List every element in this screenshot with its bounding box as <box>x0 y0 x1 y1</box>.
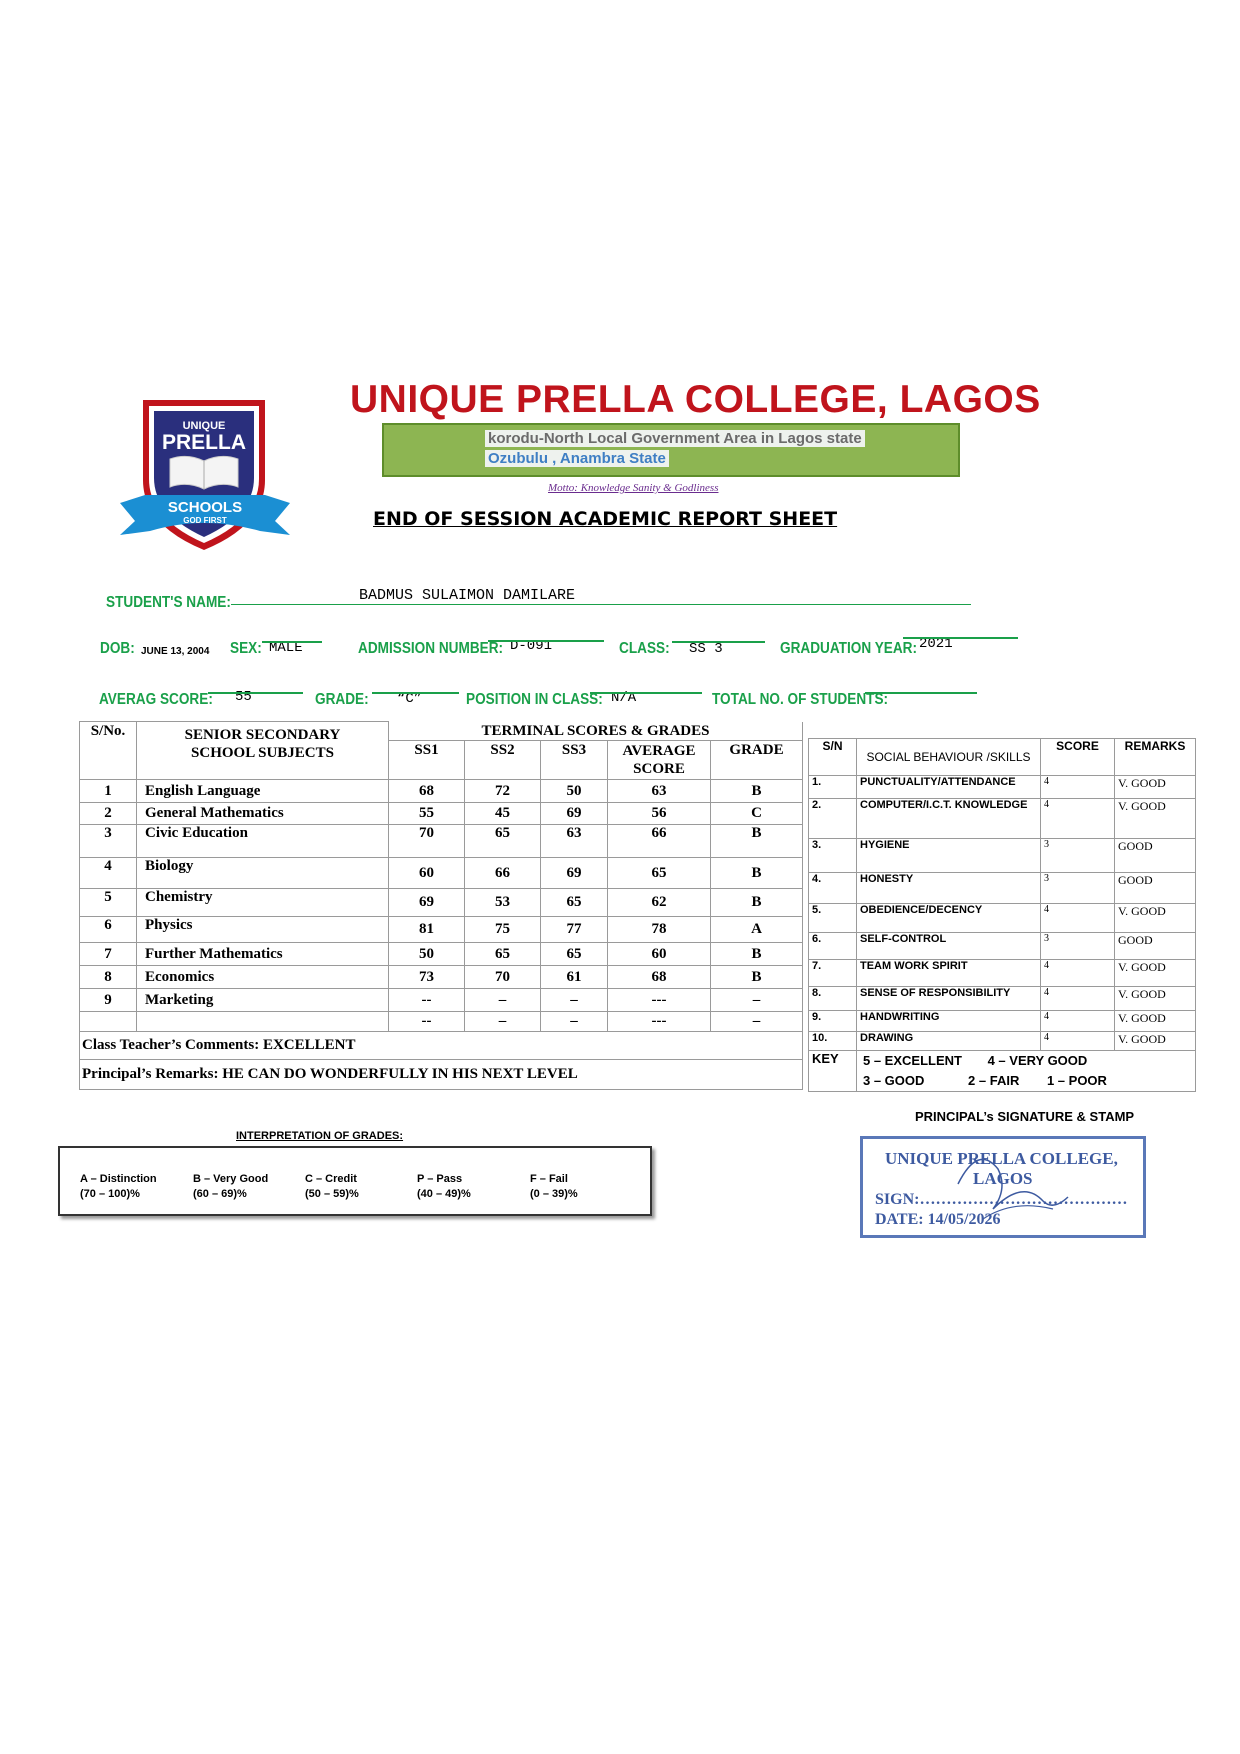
cell-subject: Marketing <box>137 989 389 1012</box>
grade-value: “C” <box>397 691 423 707</box>
key-excellent: 5 – EXCELLENT <box>863 1053 962 1068</box>
cell-ss3: 65 <box>541 889 608 917</box>
table-row <box>80 803 803 825</box>
class-label: CLASS: <box>619 640 670 657</box>
table-row <box>80 917 803 943</box>
beh-score: 4 <box>1041 776 1115 799</box>
cell-subject: Economics <box>137 966 389 989</box>
beh-sn: 7. <box>809 960 857 987</box>
grade-p-interp: P – Pass (40 – 49)% <box>417 1173 471 1200</box>
cell-subject: Chemistry <box>137 889 389 917</box>
student-name-label: STUDENT'S NAME: <box>106 594 231 611</box>
cell-ss2: 66 <box>465 858 541 889</box>
table-row <box>80 825 803 858</box>
col-header-average: AVERAGE SCORE <box>608 741 711 780</box>
class-underline <box>672 641 765 643</box>
cell-ss3: 69 <box>541 803 608 825</box>
cell-ss2: 65 <box>465 825 541 858</box>
cell-ss2: 45 <box>465 803 541 825</box>
total-students-underline <box>865 692 977 694</box>
svg-text:GOD FIRST: GOD FIRST <box>183 516 227 525</box>
sex-value: MALE <box>269 640 303 656</box>
cell-grade: B <box>711 858 803 889</box>
grade-underline <box>372 692 459 694</box>
beh-header-sn: S/N <box>809 739 857 776</box>
cell-sn: 7 <box>80 943 137 966</box>
name-underline <box>231 604 971 605</box>
key-fair: 2 – FAIR <box>968 1073 1020 1088</box>
cell-average: --- <box>608 989 711 1012</box>
grade-b-interp: B – Very Good (60 – 69)% <box>193 1173 269 1200</box>
cell-ss3: 65 <box>541 943 608 966</box>
school-name: UNIQUE PRELLA COLLEGE, LAGOS <box>350 378 1041 421</box>
cell-ss2: 72 <box>465 780 541 803</box>
cell-grade: B <box>711 966 803 989</box>
cell-average: 78 <box>608 917 711 943</box>
beh-sn: 8. <box>809 987 857 1011</box>
cell-ss1: 60 <box>389 858 465 889</box>
cell-ss3: – <box>541 1012 608 1032</box>
dob-label: DOB: <box>100 640 135 657</box>
beh-skill: SENSE OF RESPONSIBILITY <box>857 987 1041 1011</box>
cell-ss1: 70 <box>389 825 465 858</box>
col-header-ss2: SS2 <box>465 741 541 780</box>
cell-grade: B <box>711 825 803 858</box>
behaviour-row <box>809 1011 1196 1032</box>
table-row <box>80 943 803 966</box>
cell-grade: – <box>711 1012 803 1032</box>
key-label: KEY <box>809 1051 857 1092</box>
beh-remark: GOOD <box>1115 839 1196 873</box>
beh-skill: COMPUTER/I.C.T. KNOWLEDGE <box>857 799 1041 839</box>
beh-score: 4 <box>1041 799 1115 839</box>
table-row <box>80 780 803 803</box>
col-header-sn: S/No. <box>80 722 137 780</box>
beh-score: 4 <box>1041 1011 1115 1032</box>
cell-ss2: – <box>465 989 541 1012</box>
table-row <box>80 889 803 917</box>
cell-ss3: 61 <box>541 966 608 989</box>
cell-ss1: -- <box>389 989 465 1012</box>
cell-sn: 9 <box>80 989 137 1012</box>
admission-value: D-091 <box>510 638 553 654</box>
cell-average: 62 <box>608 889 711 917</box>
cell-subject: Civic Education <box>137 825 389 858</box>
svg-text:UNIQUE: UNIQUE <box>182 420 226 432</box>
interpretation-title: INTERPRETATION OF GRADES: <box>236 1130 404 1142</box>
grade-a-interp: A – Distinction (70 – 100)% <box>80 1173 157 1200</box>
beh-skill: SELF-CONTROL <box>857 933 1041 960</box>
sex-underline <box>262 641 322 643</box>
dob-value: JUNE 13, 2004 <box>141 646 210 657</box>
beh-sn: 4. <box>809 873 857 904</box>
cell-grade: – <box>711 989 803 1012</box>
school-logo <box>115 395 295 555</box>
cell-ss1: 50 <box>389 943 465 966</box>
cell-sn: 4 <box>80 858 137 889</box>
cell-grade: B <box>711 780 803 803</box>
cell-average: 60 <box>608 943 711 966</box>
principal-stamp <box>860 1136 1146 1238</box>
beh-skill: PUNCTUALITY/ATTENDANCE <box>857 776 1041 799</box>
cell-ss2: – <box>465 1012 541 1032</box>
col-header-ss1: SS1 <box>389 741 465 780</box>
cell-average: 56 <box>608 803 711 825</box>
beh-score: 4 <box>1041 1032 1115 1051</box>
cell-sn: 2 <box>80 803 137 825</box>
beh-sn: 1. <box>809 776 857 799</box>
col-header-subjects: SENIOR SECONDARY SCHOOL SUBJECTS <box>137 722 389 780</box>
cell-subject: General Mathematics <box>137 803 389 825</box>
stamp-date: DATE: 14/05/2026 <box>875 1211 1001 1228</box>
average-value: 55 <box>235 689 252 705</box>
cell-ss3: 77 <box>541 917 608 943</box>
teacher-comment: Class Teacher’s Comments: EXCELLENT <box>80 1032 803 1060</box>
cell-subject: Further Mathematics <box>137 943 389 966</box>
beh-remark: GOOD <box>1115 933 1196 960</box>
cell-ss3: 63 <box>541 825 608 858</box>
beh-remark: V. GOOD <box>1115 776 1196 799</box>
stamp-school-name: UNIQUE PRELLA COLLEGE, <box>885 1149 1118 1168</box>
beh-score: 3 <box>1041 873 1115 904</box>
grade-f-interp: F – Fail (0 – 39)% <box>530 1173 578 1200</box>
behaviour-row <box>809 904 1196 933</box>
key-legend <box>857 1051 1196 1092</box>
total-students-label: TOTAL NO. OF STUDENTS: <box>712 691 889 708</box>
beh-sn: 2. <box>809 799 857 839</box>
cell-ss1: 68 <box>389 780 465 803</box>
behaviour-row <box>809 873 1196 904</box>
table-row <box>80 1012 803 1032</box>
behaviour-table <box>808 738 1196 1092</box>
behaviour-row <box>809 960 1196 987</box>
cell-sn: 5 <box>80 889 137 917</box>
stamp-sign-line: SIGN:………………………………… <box>875 1191 1128 1208</box>
cell-subject <box>137 1012 389 1032</box>
col-header-ss3: SS3 <box>541 741 608 780</box>
average-underline <box>208 692 303 694</box>
position-underline <box>590 692 702 694</box>
beh-remark: V. GOOD <box>1115 987 1196 1011</box>
table-row <box>80 858 803 889</box>
cell-ss1: 55 <box>389 803 465 825</box>
beh-header-skill: SOCIAL BEHAVIOUR /SKILLS <box>857 739 1041 776</box>
cell-ss1: 81 <box>389 917 465 943</box>
cell-sn: 1 <box>80 780 137 803</box>
address-line-2: Ozubulu , Anambra State <box>485 450 669 467</box>
beh-skill: HANDWRITING <box>857 1011 1041 1032</box>
beh-skill: HONESTY <box>857 873 1041 904</box>
cell-grade: C <box>711 803 803 825</box>
principal-signature <box>953 1139 1073 1231</box>
grade-label: GRADE: <box>315 691 369 708</box>
beh-sn: 9. <box>809 1011 857 1032</box>
beh-header-remarks: REMARKS <box>1115 739 1196 776</box>
beh-score: 4 <box>1041 960 1115 987</box>
principal-remark: Principal’s Remarks: HE CAN DO WONDERFULLY IN HIS NEXT LEVEL <box>80 1060 803 1090</box>
behaviour-row <box>809 933 1196 960</box>
cell-average: 66 <box>608 825 711 858</box>
behaviour-row <box>809 987 1196 1011</box>
stamp-city: LAGOS <box>973 1169 1033 1188</box>
cell-ss1: -- <box>389 1012 465 1032</box>
cell-average: 63 <box>608 780 711 803</box>
cell-sn: 6 <box>80 917 137 943</box>
key-very-good: 4 – VERY GOOD <box>987 1053 1088 1068</box>
beh-skill: HYGIENE <box>857 839 1041 873</box>
sex-label: SEX: <box>230 640 262 657</box>
sheet-title: END OF SESSION ACADEMIC REPORT SHEET <box>373 508 838 530</box>
table-row <box>80 966 803 989</box>
cell-subject: Physics <box>137 917 389 943</box>
beh-score: 3 <box>1041 839 1115 873</box>
admission-label: ADMISSION NUMBER: <box>358 640 504 657</box>
cell-ss3: 69 <box>541 858 608 889</box>
behaviour-row <box>809 1032 1196 1051</box>
cell-ss2: 53 <box>465 889 541 917</box>
beh-remark: GOOD <box>1115 873 1196 904</box>
average-label: AVERAG SCORE: <box>99 691 213 708</box>
cell-ss2: 75 <box>465 917 541 943</box>
svg-text:PRELLA: PRELLA <box>162 431 246 454</box>
cell-ss1: 73 <box>389 966 465 989</box>
admission-underline <box>488 640 604 642</box>
beh-skill: OBEDIENCE/DECENCY <box>857 904 1041 933</box>
results-table <box>79 721 803 1090</box>
beh-remark: V. GOOD <box>1115 960 1196 987</box>
graduation-underline <box>903 637 1018 639</box>
cell-ss3: 50 <box>541 780 608 803</box>
cell-grade: B <box>711 889 803 917</box>
position-label: POSITION IN CLASS: <box>466 691 603 708</box>
grade-c-interp: C – Credit (50 – 59)% <box>305 1173 359 1200</box>
graduation-label: GRADUATION YEAR: <box>780 640 918 657</box>
cell-subject: Biology <box>137 858 389 889</box>
cell-ss3: – <box>541 989 608 1012</box>
beh-sn: 6. <box>809 933 857 960</box>
beh-remark: V. GOOD <box>1115 904 1196 933</box>
beh-skill: DRAWING <box>857 1032 1041 1051</box>
beh-header-score: SCORE <box>1041 739 1115 776</box>
cell-average: 65 <box>608 858 711 889</box>
cell-ss1: 69 <box>389 889 465 917</box>
beh-sn: 5. <box>809 904 857 933</box>
cell-grade: A <box>711 917 803 943</box>
cell-ss2: 70 <box>465 966 541 989</box>
beh-score: 4 <box>1041 904 1115 933</box>
cell-grade: B <box>711 943 803 966</box>
behaviour-row <box>809 839 1196 873</box>
beh-skill: TEAM WORK SPIRIT <box>857 960 1041 987</box>
table-row <box>80 989 803 1012</box>
behaviour-row <box>809 776 1196 799</box>
class-value: SS 3 <box>689 641 723 657</box>
beh-remark: V. GOOD <box>1115 1011 1196 1032</box>
col-header-terminal: TERMINAL SCORES & GRADES <box>389 722 803 741</box>
student-name: BADMUS SULAIMON DAMILARE <box>359 587 576 604</box>
col-header-grade: GRADE <box>711 741 803 780</box>
svg-text:SCHOOLS: SCHOOLS <box>167 499 243 516</box>
position-value: N/A <box>611 690 637 706</box>
beh-remark: V. GOOD <box>1115 799 1196 839</box>
address-line-1: korodu-North Local Government Area in Lagos state <box>485 430 865 447</box>
beh-remark: V. GOOD <box>1115 1032 1196 1051</box>
motto: Motto: Knowledge Sanity & Godliness <box>548 482 719 494</box>
cell-sn <box>80 1012 137 1032</box>
behaviour-row <box>809 799 1196 839</box>
interpretation-box <box>58 1146 652 1216</box>
cell-ss2: 65 <box>465 943 541 966</box>
beh-sn: 10. <box>809 1032 857 1051</box>
beh-sn: 3. <box>809 839 857 873</box>
cell-sn: 3 <box>80 825 137 858</box>
signature-title: PRINCIPAL’s SIGNATURE & STAMP <box>915 1109 1135 1124</box>
cell-subject: English Language <box>137 780 389 803</box>
beh-score: 4 <box>1041 987 1115 1011</box>
graduation-value: 2021 <box>919 636 953 652</box>
cell-average: --- <box>608 1012 711 1032</box>
beh-score: 3 <box>1041 933 1115 960</box>
key-good: 3 – GOOD <box>863 1073 925 1088</box>
key-poor: 1 – POOR <box>1046 1073 1107 1088</box>
cell-sn: 8 <box>80 966 137 989</box>
cell-average: 68 <box>608 966 711 989</box>
